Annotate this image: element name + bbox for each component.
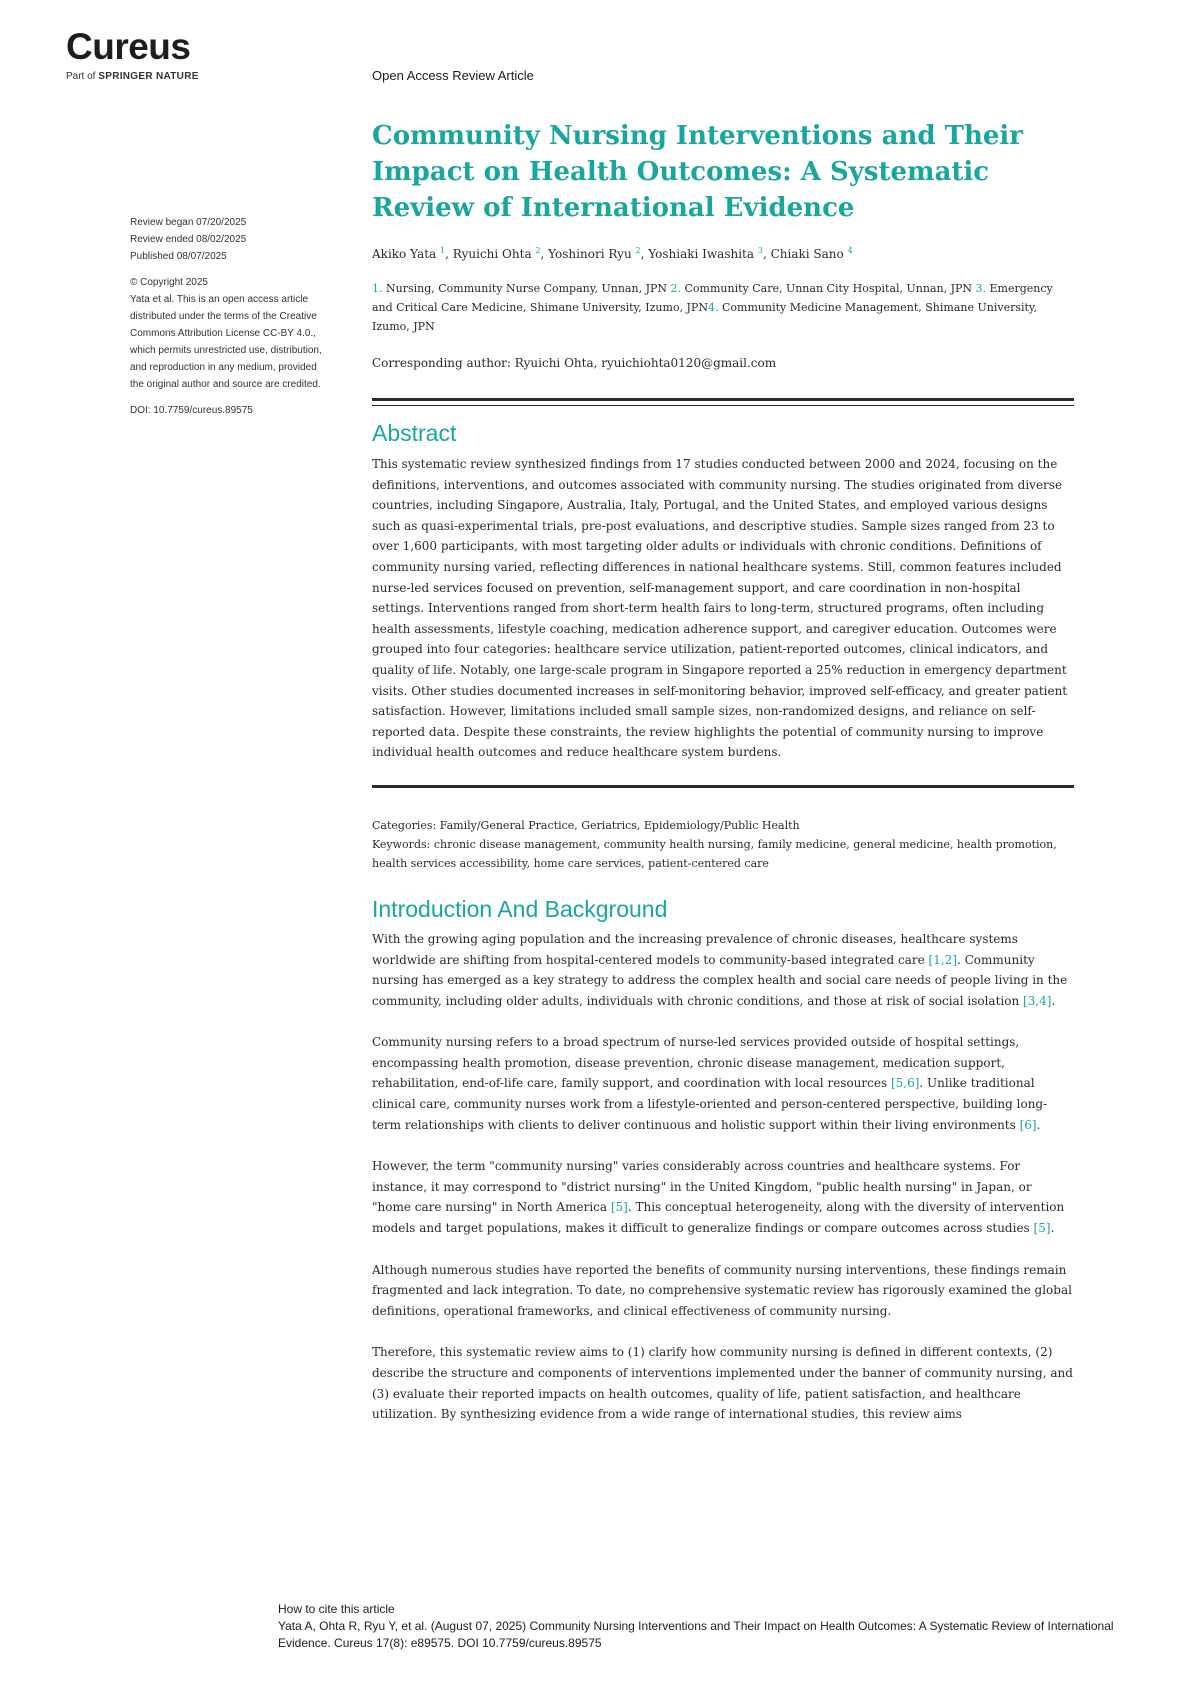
how-to-cite-heading: How to cite this article — [278, 1602, 395, 1616]
author-name[interactable]: Yoshinori Ryu — [548, 247, 632, 261]
author-name[interactable]: Chiaki Sano — [770, 247, 844, 261]
article-main — [372, 118, 1074, 1446]
paragraph-text: . — [1050, 1221, 1055, 1236]
article-sidebar — [130, 214, 345, 419]
license-line: Commons Attribution License CC-BY 4.0., — [130, 328, 317, 339]
article-metadata — [372, 816, 1074, 873]
copyright: © Copyright 2025 — [130, 277, 208, 288]
article-type: Open Access Review Article — [372, 68, 534, 83]
author-affiliation-marker: 2 — [535, 246, 541, 255]
affiliations — [372, 279, 1074, 336]
logo-wordmark: Cureus — [66, 26, 191, 67]
affiliation-number: 2. — [670, 282, 681, 295]
affiliation-text: Emergency and Critical Care Medicine, Shimane University, Izumo, JPN — [372, 282, 1053, 314]
how-to-cite — [278, 1601, 1158, 1652]
affiliation-text: Community Medicine Management, Shimane University, Izumo, JPN — [372, 301, 1038, 333]
paragraph-text: Although numerous studies have reported the benefits of community nursing interventions, these findings remain fragmented and lack integration. To date, no comprehensive systematic review has rigorously examined the global definitions, operational frameworks, and clinical effectiveness of community nursing. — [372, 1262, 1072, 1318]
introduction-heading: Introduction And Background — [372, 895, 668, 922]
citation-link[interactable]: [5] — [1033, 1221, 1051, 1236]
introduction-paragraph — [372, 929, 1074, 1011]
categories-value: Family/General Practice, Geriatrics, Epidemiology/Public Health — [439, 818, 800, 832]
review-ended: Review ended 08/02/2025 — [130, 234, 247, 245]
paragraph-text: . This conceptual heterogeneity, along with the diversity of intervention models and target populations, makes it difficult to generalize findings or compare outcomes across studies — [372, 1200, 1065, 1236]
citation-link[interactable]: [6] — [1019, 1117, 1037, 1132]
corresponding-author — [372, 354, 1074, 372]
paragraph-text: . — [1036, 1117, 1041, 1132]
review-began: Review began 07/20/2025 — [130, 217, 247, 228]
author-name[interactable]: Akiko Yata — [372, 247, 437, 261]
cureus-logo — [66, 28, 199, 82]
logo-publisher-line — [66, 71, 199, 82]
paragraph-text: However, the term "community nursing" varies considerably across countries and healthcare systems. For instance, it may correspond to "district nursing" in the United Kingdom, "public health nursing" in Japan, or "home care nursing" in North America — [372, 1159, 1032, 1215]
section-divider — [372, 398, 1074, 406]
categories-label: Categories: — [372, 818, 437, 832]
paragraph-text: . Unlike traditional clinical care, community nurses work from a lifestyle-oriented and person-centered perspective, building long-term relationships with clients to deliver continuous and holistic support within their living environments — [372, 1076, 1048, 1132]
logo-part-of: Part of — [66, 71, 96, 82]
affiliation-number: 1. — [372, 282, 383, 295]
paragraph-text: Community nursing refers to a broad spectrum of nurse-led services provided outside of hospital settings, encompassing health promotion, disease prevention, chronic disease management, medication support, rehabilitation, end-of-life care, family support, and coordination with local resources — [372, 1035, 1020, 1091]
introduction-paragraph — [372, 1260, 1074, 1322]
published-date: Published 08/07/2025 — [130, 251, 227, 262]
paragraph-text: . — [1051, 993, 1056, 1008]
affiliation-text: Nursing, Community Nurse Company, Unnan, JPN — [386, 282, 667, 295]
logo-publisher: SPRINGER NATURE — [98, 71, 199, 82]
abstract-text: This systematic review synthesized findings from 17 studies conducted between 2000 and 2024, focusing on the definitions, interventions, and outcomes associated with community nursing. The studies originated from diverse countries, including Singapore, Australia, Italy, Portugal, and the United States, and employed various designs such as quasi-experimental trials, pre-post evaluations, and descriptive studies. Sample sizes ranged from 23 to over 1,600 participants, with most targeting older adults or individuals with chronic conditions. Definitions of community nursing varied, reflecting differences in national healthcare systems. Still, common features included nurse-led services focused on prevention, self-management support, and care coordination in non-hospital settings. Interventions ranged from short-term health fairs to long-term, structured programs, often including health assessments, lifestyle coaching, medication adherence support, and caregiver education. Outcomes were grouped into four categories: healthcare service utilization, patient-reported outcomes, clinical indicators, and quality of life. Notably, one large-scale program in Singapore reported a 25% reduction in emergency department visits. Other studies documented increases in self-monitoring behavior, improved self-efficacy, and greater patient satisfaction. However, limitations included small sample sizes, non-randomized designs, and reliance on self-reported data. Despite these constraints, the review highlights the potential of community nursing to improve individual health outcomes and reduce healthcare system burdens. — [372, 457, 1068, 760]
keywords-value: chronic disease management, community health nursing, family medicine, general medicine, health promotion, health services accessibility, home care services, patient-centered care — [372, 837, 1057, 870]
author-name[interactable]: Yoshiaki Iwashita — [648, 247, 755, 261]
author-list: Akiko Yata $^1$, Ryuichi Ohta $^2$, Yoshinori Ryu $^2$, Yoshiaki Iwashita $^3$, Chiaki Sano $^4$ — [372, 246, 853, 261]
paragraph-text: Therefore, this systematic review aims to (1) clarify how community nursing is defined in different contexts, (2) describe the structure and components of interventions implemented under the banner of community nursing, and (3) evaluate their reported impacts on health outcomes, quality of life, patient satisfaction, and healthcare utilization. By synthesizing evidence from a wide range of international studies, this review aims — [372, 1345, 1073, 1422]
introduction-paragraph — [372, 1156, 1074, 1238]
author-name[interactable]: Ryuichi Ohta — [452, 247, 532, 261]
affiliation-number: 3. — [975, 282, 987, 295]
introduction-body — [372, 929, 1074, 1425]
affiliation-number: 4. — [708, 301, 719, 314]
corresponding-value[interactable]: Ryuichi Ohta, ryuichiohta0120@gmail.com — [514, 356, 777, 370]
keywords-line — [372, 835, 1074, 873]
keywords-label: Keywords: — [372, 837, 431, 851]
citation-text: Yata A, Ohta R, Ryu Y, et al. (August 07, 2025) Community Nursing Interventions and Their Impact on Health Outcomes: A Systematic Review of International Evidence. Cureus 17(8): e89575. DOI 10.7759/cureus.89575 — [278, 1619, 1114, 1650]
article-title: Community Nursing Interventions and Their Impact on Health Outcomes: A Systematic Review of International Evidence — [372, 121, 1023, 223]
license-line: which permits unrestricted use, distribution, — [130, 345, 322, 356]
doi: DOI: 10.7759/cureus.89575 — [130, 405, 253, 416]
section-divider — [372, 785, 1074, 788]
license-line: distributed under the terms of the Creative — [130, 311, 317, 322]
license-line: Yata et al. This is an open access article — [130, 294, 309, 305]
citation-link[interactable]: [5,6] — [890, 1076, 920, 1091]
introduction-paragraph — [372, 1032, 1074, 1135]
abstract-heading: Abstract — [372, 420, 457, 446]
license-line: and reproduction in any medium, provided — [130, 362, 317, 373]
paragraph-text: With the growing aging population and the increasing prevalence of chronic diseases, healthcare systems worldwide are shifting from hospital-centered models to community-based integrated care — [372, 931, 1018, 967]
paragraph-text: . Community nursing has emerged as a key strategy to address the complex health and social care needs of people living in the community, including older adults, individuals with chronic conditions, and those at risk of social isolation — [372, 952, 1068, 1008]
affiliation-text: Community Care, Unnan City Hospital, Unnan, JPN — [684, 282, 973, 295]
author-affiliation-marker: 2 — [635, 246, 641, 255]
author-affiliation-marker: 3 — [757, 246, 763, 255]
author-affiliation-marker: 4 — [847, 246, 853, 255]
author-affiliation-marker: 1 — [440, 246, 446, 255]
citation-link[interactable]: [3,4] — [1023, 993, 1052, 1008]
citation-link[interactable]: [5] — [610, 1200, 628, 1215]
categories-line — [372, 816, 1074, 835]
citation-link[interactable]: [1,2] — [928, 952, 957, 967]
license-line: the original author and source are credited. — [130, 379, 321, 390]
corresponding-label: Corresponding author: — [372, 356, 511, 370]
introduction-paragraph — [372, 1342, 1074, 1424]
